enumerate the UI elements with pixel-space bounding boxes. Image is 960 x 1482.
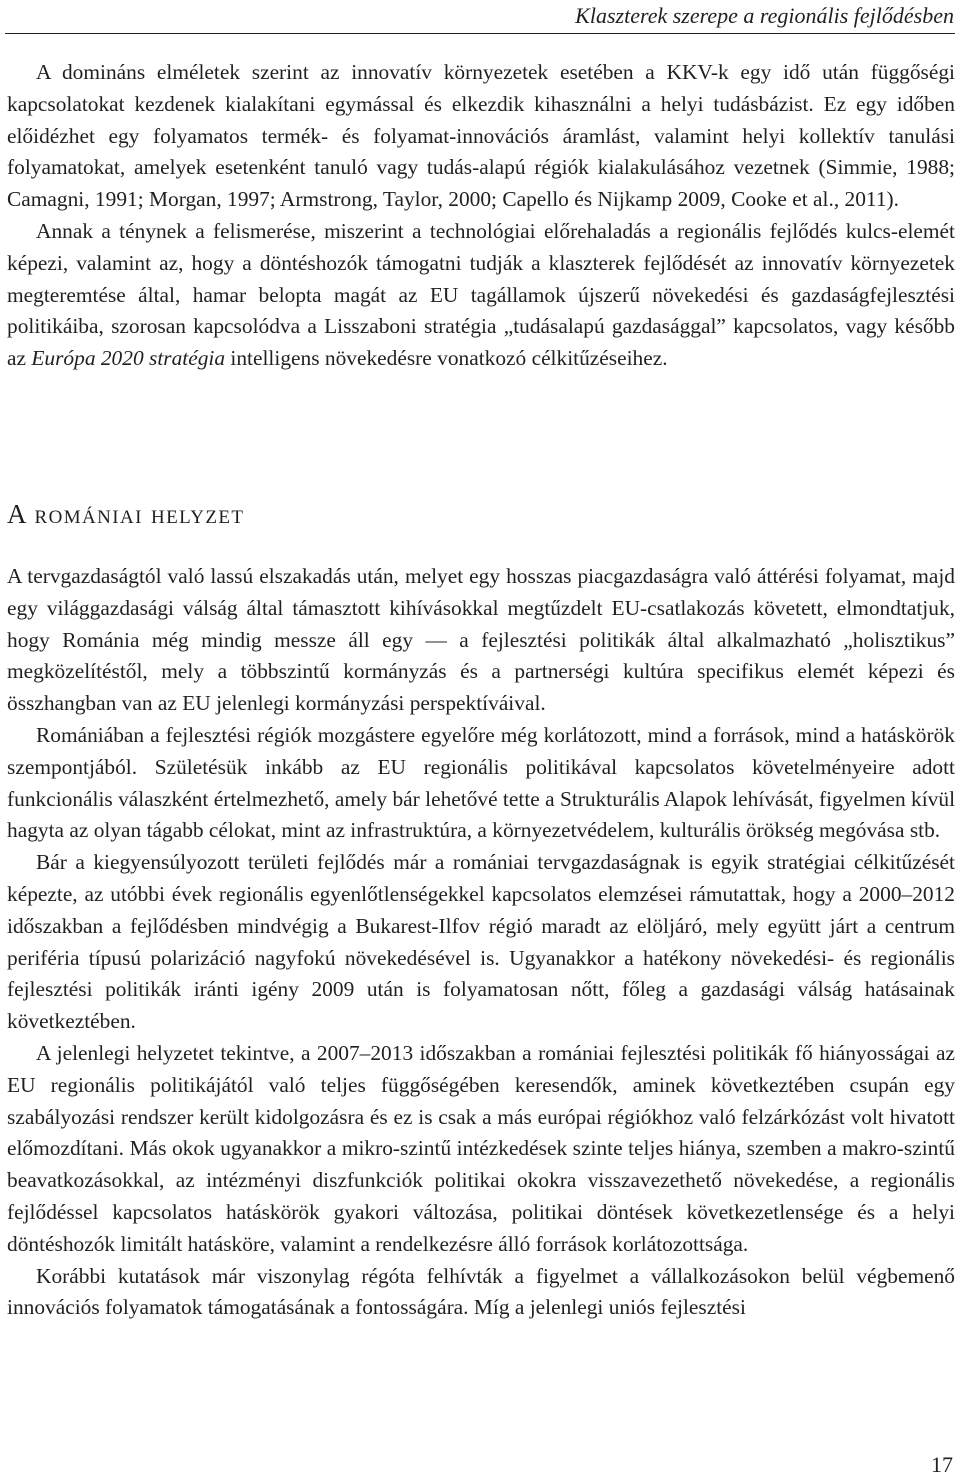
paragraph: A tervgazdaságtól való lassú elszakadás után, melyet egy hosszas piacgazdaságra való áttérési folyamat, majd egy világgazdasági válság által támasztott kihívásokkal megtűzdelt EU-csatlakozás követett, elmondtatjuk, hogy Románia még mindig messze áll egy — a fejlesztési politikák által alkalmazható „holisztikus” megközelítéstől, mely a többszintű kormányzás és a partnerségi kultúra specifikus elemét képezi és összhangban van az EU jelenlegi kormányzási perspektíváival. — [7, 564, 955, 716]
italic-title: Európa 2020 stratégia — [31, 346, 226, 371]
intro-text-block — [7, 57, 955, 375]
paragraph: Romániában a fejlesztési régiók mozgástere egyelőre még korlátozott, mind a források, mind a hatáskörök szempontjából. Születésük inkább az EU regionális politikával kapcsolatos követelményeire adott funkcionális válaszként értelmezhető, amely bár lehetővé tette a Strukturális Alapok lehívását, figyelmen kívül hagyta az olyan tágabb célokat, mint az infrastruktúra, a környezetvédelem, kulturális örökség megóvása stb. — [7, 722, 956, 843]
page-number: 17 — [931, 1452, 953, 1477]
paragraph-text: intelligens növekedésre vonatkozó célkitűzéseihez. — [225, 346, 668, 371]
section-text-block — [7, 561, 955, 1324]
paragraph: A jelenlegi helyzetet tekintve, a 2007–2013 időszakban a romániai fejlesztési politikák fő hiányosságai az EU regionális politikájától való teljes függőségében keresendők, aminek következtében csupán egy szabályozási rendszer került kidolgozásra és ez is csak a más európai régiókhoz való felzárkózást volt hivatott előmozdítani. Más okok ugyanakkor a mikro-szintű intézkedések szinte teljes hiánya, szemben a makro-szintű beavatkozásokkal, az intézményi diszfunkciók politikai okokra visszavezethető növekedése, a regionális fejlődéssel kapcsolatos hatáskörök gyakori változása, politikai döntések következetlensége és a helyi döntéshozók limitált hatásköre, valamint a rendelkezésre álló források korlátozottsága. — [7, 1040, 955, 1256]
paragraph: A domináns elméletek szerint az innovatív környezetek esetében a KKV-k egy idő után függőségi kapcsolatokat kezdenek kialakítani egymással és elkezdik kihasználni a helyi tudásbázist. Ez egy időben előidézhet egy folyamatos termék- és folyamat-innovációs áramlást, valamint helyi kollektív tanulási folyamatokat, amelyek esetenként tanuló vagy tudás-alapú régiók kialakulásához vezetnek (Simmie, 1988; Camagni, 1991; Morgan, 1997; Armstrong, Taylor, 2000; Capello és Nijkamp 2009, Cooke et al., 2011). — [7, 60, 955, 212]
header-rule — [5, 33, 955, 34]
paragraph — [7, 216, 955, 375]
paragraph-text: Annak a ténynek a felismerése, miszerint a technológiai előrehaladás a regionális fejlődés kulcs-elemét képezi, valamint az, hogy a döntéshozók támogatni tudják a klaszterek fejlődését az innovatív környezetek megteremtése által, hamar belopta magát az EU tagállamok újszerű növekedési és gazdaságfejlesztési politikáiba, szorosan kapcsolódva a Lisszaboni stratégia „tudásalapú gazdasággal” kapcsolatos, vagy később az — [7, 218, 955, 371]
paragraph: Bár a kiegyensúlyozott területi fejlődés már a romániai tervgazdaságnak is egyik stratégiai célkitűzését képezte, az utóbbi évek regionális egyenlőtlenségekkel kapcsolatos elemzései rámutattak, hogy a 2000–2012 időszakban a fejlődésben mindvégig a Bukarest-Ilfov régió maradt az elöljáró, mely együtt járt a centrum periféria típusú polarizáció nagyfokú növekedésével is. Ugyanakkor a hatékony növekedési- és regionális fejlesztési politikák iránti igény 2009 után is folyamatosan nőtt, főleg a gazdasági válság hatásainak következtében. — [7, 850, 955, 1034]
section-heading: A romániai helyzet — [7, 499, 245, 529]
running-header-title: Klaszterek szerepe a regionális fejlődésben — [575, 3, 954, 28]
paragraph: Korábbi kutatások már viszonylag régóta felhívták a figyelmet a vállalkozásokon belül végbemenő innovációs folyamatok támogatásának a fontosságára. Míg a jelenlegi uniós fejlesztési — [7, 1263, 955, 1320]
